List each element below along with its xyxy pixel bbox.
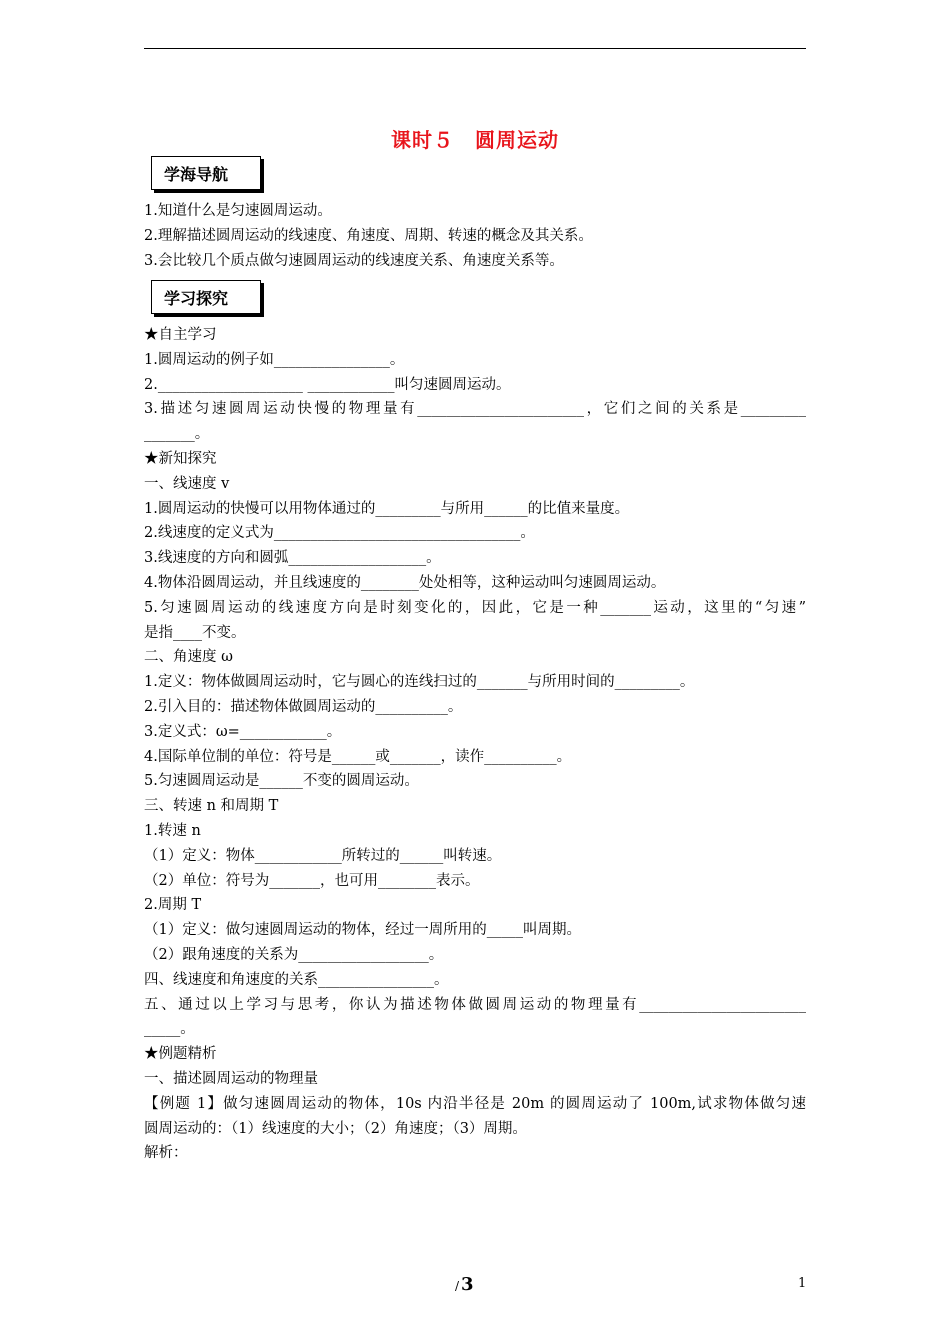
question-line: （2）跟角速度的关系为__________________。 (144, 946, 444, 963)
question-line: 3.线速度的方向和圆弧___________________。 (144, 550, 441, 567)
question-line: 4.国际单位制的单位：符号是______或_______，读作__________。 (144, 748, 572, 765)
topic-speed-period: 三、转速 n 和周期 T (144, 798, 279, 815)
footer-total: 3 (461, 1274, 474, 1295)
question-line: 5.匀速圆周运动的线速度方向是时刻变化的，因此，它是一种_______运动，这里的“匀速” (144, 599, 806, 616)
question-line: 2.____________________ ____________叫匀速圆周运动。 (144, 376, 511, 393)
footer-total-pages (455, 1274, 474, 1295)
example-text: 圆周运动的：（1）线速度的大小；（2）角速度；（3）周期。 (144, 1120, 527, 1137)
topic-summary: 五、通过以上学习与思考，你认为描述物体做圆周运动的物理量有_______________________ (144, 996, 806, 1013)
analysis-label: 解析： (144, 1145, 188, 1162)
question-line: 2.引入目的：描述物体做圆周运动的__________。 (144, 698, 463, 715)
subheading-self-study: ★自主学习 (144, 327, 217, 343)
topic-angular-velocity: 二、角速度 ω (144, 649, 233, 666)
question-line: 1.圆周运动的快慢可以用物体通过的_________与所用______的比值来量度。 (144, 500, 630, 517)
question-line: 1.定义：物体做圆周运动时，它与圆心的连线扫过的_______与所用时间的_________。 (144, 674, 695, 691)
section-navigation-body (144, 199, 806, 273)
subheading-examples: ★例题精析 (144, 1046, 217, 1063)
objective-line: 3.会比较几个质点做匀速圆周运动的线速度关系、角速度关系等。 (144, 252, 564, 269)
objective-line: 1.知道什么是匀速圆周运动。 (144, 203, 332, 219)
question-line: 是指____不变。 (144, 624, 246, 641)
question-line: （2）单位：符号为_______，也可用________表示。 (144, 872, 480, 889)
question-line: 2.周期 T (144, 897, 202, 914)
footer-slash: / (455, 1279, 460, 1293)
objective-line: 2.理解描述圆周运动的线速度、角速度、周期、转速的概念及其关系。 (144, 227, 593, 244)
question-line: 5.匀速圆周运动是______不变的圆周运动。 (144, 773, 419, 790)
topic-relation: 四、线速度和角速度的关系________________。 (144, 971, 449, 988)
question-line: 4.物体沿圆周运动，并且线速度的________处处相等，这种运动叫匀速圆周运动。 (144, 574, 666, 591)
topic-example: 一、描述圆周运动的物理量 (144, 1070, 318, 1087)
question-line: 3.描述匀速圆周运动快慢的物理量有_______________________，它们之间的关系是_________ (144, 401, 806, 418)
page-title: 课时５ 圆周运动 (391, 128, 559, 152)
question-line: 1.转速 n (144, 822, 201, 839)
example-text: 【例题 1】做匀速圆周运动的物体，10s 内沿半径是 20m 的圆周运动了 100m,试求物体做匀速 (144, 1095, 806, 1112)
question-line: 1.圆周运动的例子如________________。 (144, 351, 405, 368)
header-rule (144, 48, 806, 49)
section-heading-navigation: 学海导航 (151, 156, 261, 190)
question-line: 3.定义式：ω=____________。 (144, 723, 342, 740)
subheading-new-knowledge: ★新知探究 (144, 450, 217, 467)
question-line: _____。 (144, 1021, 195, 1038)
topic-linear-velocity: 一、线速度 v (144, 475, 230, 492)
section-heading-study: 学习探究 (151, 280, 261, 314)
question-line: （1）定义：做匀速圆周运动的物体，经过一周所用的_____叫周期。 (144, 922, 581, 939)
section-study-body (144, 323, 806, 1166)
question-line: （1）定义：物体____________所转过的______叫转速。 (144, 847, 502, 864)
question-line: 2.线速度的定义式为__________________________________。 (144, 525, 535, 542)
question-line: _______。 (144, 426, 210, 443)
footer-page-number: 1 (798, 1276, 807, 1291)
